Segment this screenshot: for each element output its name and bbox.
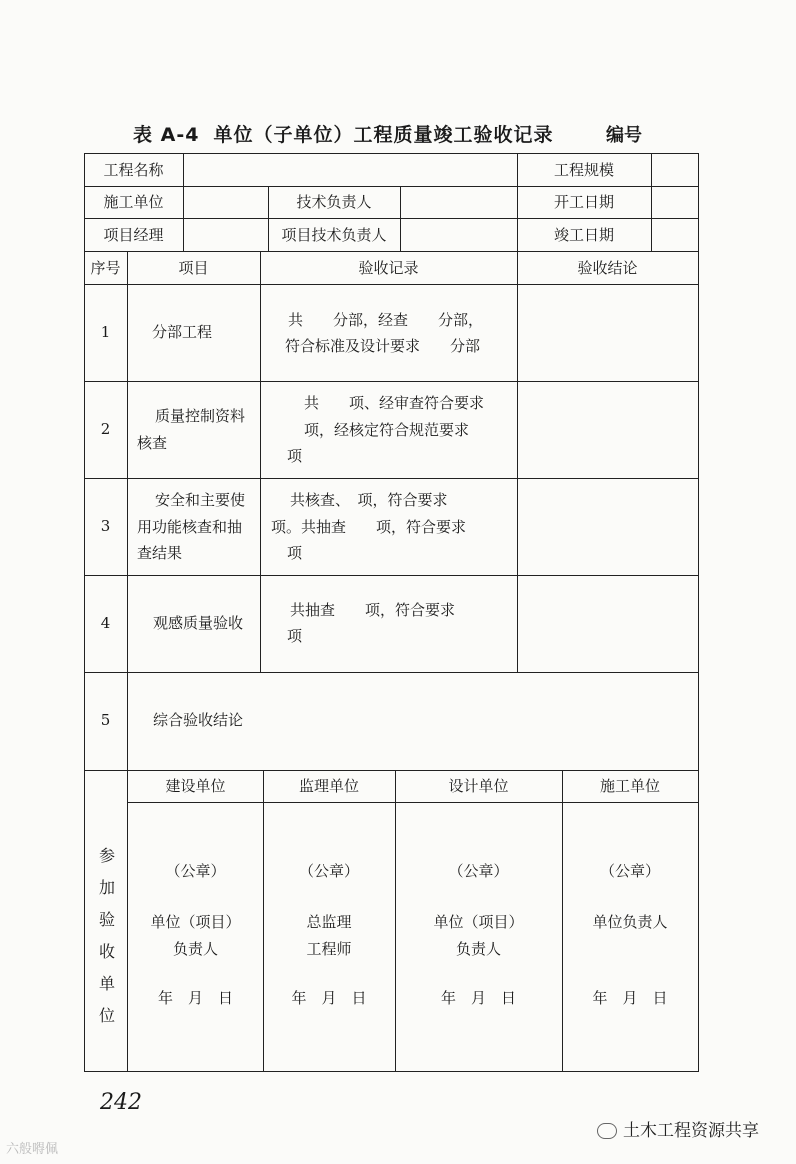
row-no: 2 (100, 420, 111, 438)
seal-text: （公章） (165, 862, 226, 880)
row-item: 综合验收结论 (153, 711, 244, 729)
serial-label: 编号 (606, 125, 642, 146)
row-record-line: 共核查、 项，符合要求 (290, 491, 448, 509)
row-record-line: 项 (287, 627, 303, 645)
row-record-line: 共 分部，经查 分部， (288, 311, 484, 329)
row-record-line: 项，经核定符合规范要求 (304, 421, 470, 439)
row-item: 分部工程 (152, 323, 213, 341)
wechat-icon (597, 1123, 617, 1139)
participant-block (562, 858, 698, 1012)
row-no: 3 (100, 517, 111, 535)
participant-block (128, 858, 263, 1012)
table-title: 单位（子单位）工程质量竣工验收记录 (213, 124, 554, 146)
row-record-line: 项 (287, 544, 303, 562)
row-no: 4 (100, 614, 111, 632)
row-record-line: 符合标准及设计要求 分部 (285, 337, 481, 355)
unit-name-contractor: 施工单位 (599, 777, 660, 795)
row-record-line: 项。共抽查 项，符合要求 (271, 518, 467, 536)
seal-text: （公章） (298, 862, 359, 880)
project-name-label: 工程名称 (103, 161, 164, 179)
participant-block (263, 858, 395, 1012)
row-no: 1 (100, 323, 111, 341)
page-number: 242 (100, 1090, 142, 1115)
watermark-left: 六般嘚佩 (6, 1142, 59, 1157)
start-date-label: 开工日期 (553, 193, 614, 211)
date-line: 年 月 日 (157, 989, 233, 1007)
column-conclusion: 验收结论 (577, 259, 638, 277)
watermark-right-text: 土木工程资源共享 (623, 1121, 759, 1141)
unit-name-design: 设计单位 (448, 777, 509, 795)
signer-line: 负责人 (455, 940, 501, 958)
seal-text: （公章） (448, 862, 509, 880)
participants-label: 参 加 验 收 单 位 (98, 846, 115, 1025)
signer-line: 单位（项目） (433, 913, 524, 931)
contractor-label: 施工单位 (103, 193, 164, 211)
row-record-line: 项 (287, 447, 303, 465)
participant-block (395, 858, 562, 1012)
column-no: 序号 (90, 259, 121, 277)
table-code: 表 A-4 (133, 124, 200, 146)
tech-lead-label: 技术负责人 (296, 193, 372, 211)
row-item-line: 用功能核查和抽 (137, 518, 243, 536)
seal-text: （公章） (599, 862, 660, 880)
row-item-line: 查结果 (137, 544, 183, 562)
date-line: 年 月 日 (440, 989, 516, 1007)
document-title (133, 120, 553, 147)
signer-line: 单位负责人 (592, 913, 668, 931)
date-line: 年 月 日 (291, 989, 367, 1007)
signer-line: 工程师 (306, 940, 352, 958)
row-item-line: 安全和主要使 (155, 491, 246, 509)
row-no: 5 (100, 711, 111, 729)
row-record-line: 共抽查 项，符合要求 (290, 601, 456, 619)
project-manager-label: 项目经理 (103, 226, 164, 244)
project-scale-label: 工程规模 (553, 161, 614, 179)
unit-name-supervision: 监理单位 (298, 777, 359, 795)
row-item-line: 核查 (137, 434, 168, 452)
signer-line (562, 936, 698, 963)
signer-line: 负责人 (172, 940, 218, 958)
column-item: 项目 (178, 259, 209, 277)
row-item-line: 质量控制资料 (155, 407, 246, 425)
date-line: 年 月 日 (592, 989, 668, 1007)
signer-line: 单位（项目） (150, 913, 241, 931)
signer-line: 总监理 (306, 913, 352, 931)
row-record-line: 共 项、经审查符合要求 (304, 394, 485, 412)
completion-date-label: 竣工日期 (553, 226, 614, 244)
column-record: 验收记录 (358, 259, 419, 277)
watermark-right (597, 1116, 759, 1141)
row-item: 观感质量验收 (153, 614, 244, 632)
unit-name-construction-owner: 建设单位 (165, 777, 226, 795)
project-tech-lead-label: 项目技术负责人 (281, 226, 387, 244)
